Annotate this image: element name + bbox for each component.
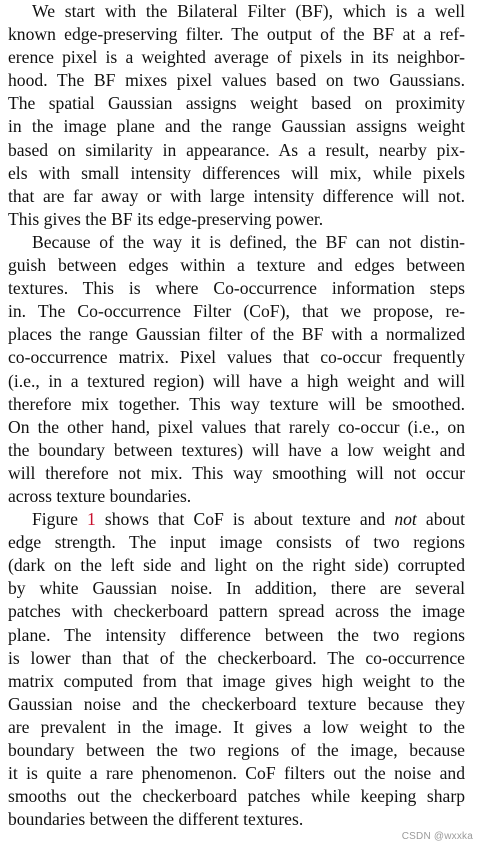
- text-line: hood. The BF mixes pixel values based on two Gaussians.: [8, 70, 465, 91]
- emphasized-word: not: [394, 509, 417, 530]
- text-line-with-figure-reference: [8, 508, 465, 531]
- text-line: matrix computed from that image gives high weight to the: [8, 670, 465, 691]
- text-line: guish between edges within a texture and edges between: [8, 255, 465, 276]
- paragraph-co-occurrence-filter: [8, 231, 465, 508]
- text-line: The spatial Gaussian assigns weight based on proximity: [8, 93, 465, 114]
- text-line: els with small intensity differences will mix, while pixels: [8, 162, 465, 183]
- text-line: textures. This is where Co-occurrence information steps: [8, 278, 465, 299]
- text-line: known edge-preserving filter. The output of the BF at a ref-: [8, 24, 465, 45]
- text-line: We start with the Bilateral Filter (BF), which is a well: [32, 1, 465, 21]
- text-line: by white Gaussian noise. In addition, there are several: [8, 578, 465, 599]
- text-line: erence pixel is a weighted average of pixels in its neighbor-: [8, 47, 465, 68]
- text-line: edge strength. The input image consists of two regions: [8, 532, 465, 553]
- text-line: therefore mix together. This way texture will be smoothed.: [8, 393, 465, 414]
- text-line: will therefore not mix. This way smoothing will not occur: [8, 462, 465, 483]
- text-line: are prevalent in the image. It gives a low weight to the: [8, 716, 465, 737]
- paper-body: [8, 0, 465, 831]
- text-line: patches with checkerboard pattern spread across the image: [8, 601, 465, 622]
- text-fragment: shows that CoF is about texture and: [95, 509, 395, 530]
- text-line: Gaussian noise and the checkerboard texture because they: [8, 693, 465, 714]
- figure-1-reference-link[interactable]: 1: [87, 509, 96, 530]
- csdn-watermark: CSDN @wxxka: [401, 831, 473, 842]
- text-line: smooths out the checkerboard patches while keeping sharp: [8, 786, 465, 807]
- text-line: On the other hand, pixel values that rarely co-occur (i.e., on: [8, 416, 465, 437]
- text-line: in the image plane and the range Gaussian assigns weight: [8, 116, 465, 137]
- text-line: boundary between the two regions of the image, because: [8, 740, 465, 760]
- text-fragment: about: [416, 509, 465, 530]
- text-line: co-occurrence matrix. Pixel values that co-occur frequently: [8, 347, 465, 368]
- text-line: boundaries between the different textures.: [8, 809, 304, 830]
- text-line: across texture boundaries.: [8, 485, 192, 506]
- text-line: (dark on the left side and light on the right side) corrupted: [8, 555, 465, 576]
- text-line: in. The Co-occurrence Filter (CoF), that we propose, re-: [8, 301, 465, 322]
- text-line: This gives the BF its edge-preserving power.: [8, 208, 324, 229]
- text-line: that are far away or with large intensity difference will not.: [8, 185, 465, 206]
- text-line: Because of the way it is defined, the BF can not distin-: [32, 231, 465, 252]
- paragraph-bilateral-filter: [8, 0, 465, 231]
- paragraph-figure-discussion: [8, 508, 465, 831]
- text-line: plane. The intensity difference between the two regions: [8, 624, 465, 645]
- text-line: (i.e., in a textured region) will have a high weight and will: [8, 370, 465, 391]
- text-line: is lower than that of the checkerboard. The co-occurrence: [8, 647, 465, 668]
- text-line: the boundary between textures) will have a low weight and: [8, 439, 465, 460]
- text-line: it is quite a rare phenomenon. CoF filters out the noise and: [8, 763, 465, 784]
- text-line: places the range Gaussian filter of the BF with a normalized: [8, 324, 465, 345]
- text-line: based on similarity in appearance. As a result, nearby pix-: [8, 139, 465, 160]
- text-fragment: Figure: [32, 509, 88, 530]
